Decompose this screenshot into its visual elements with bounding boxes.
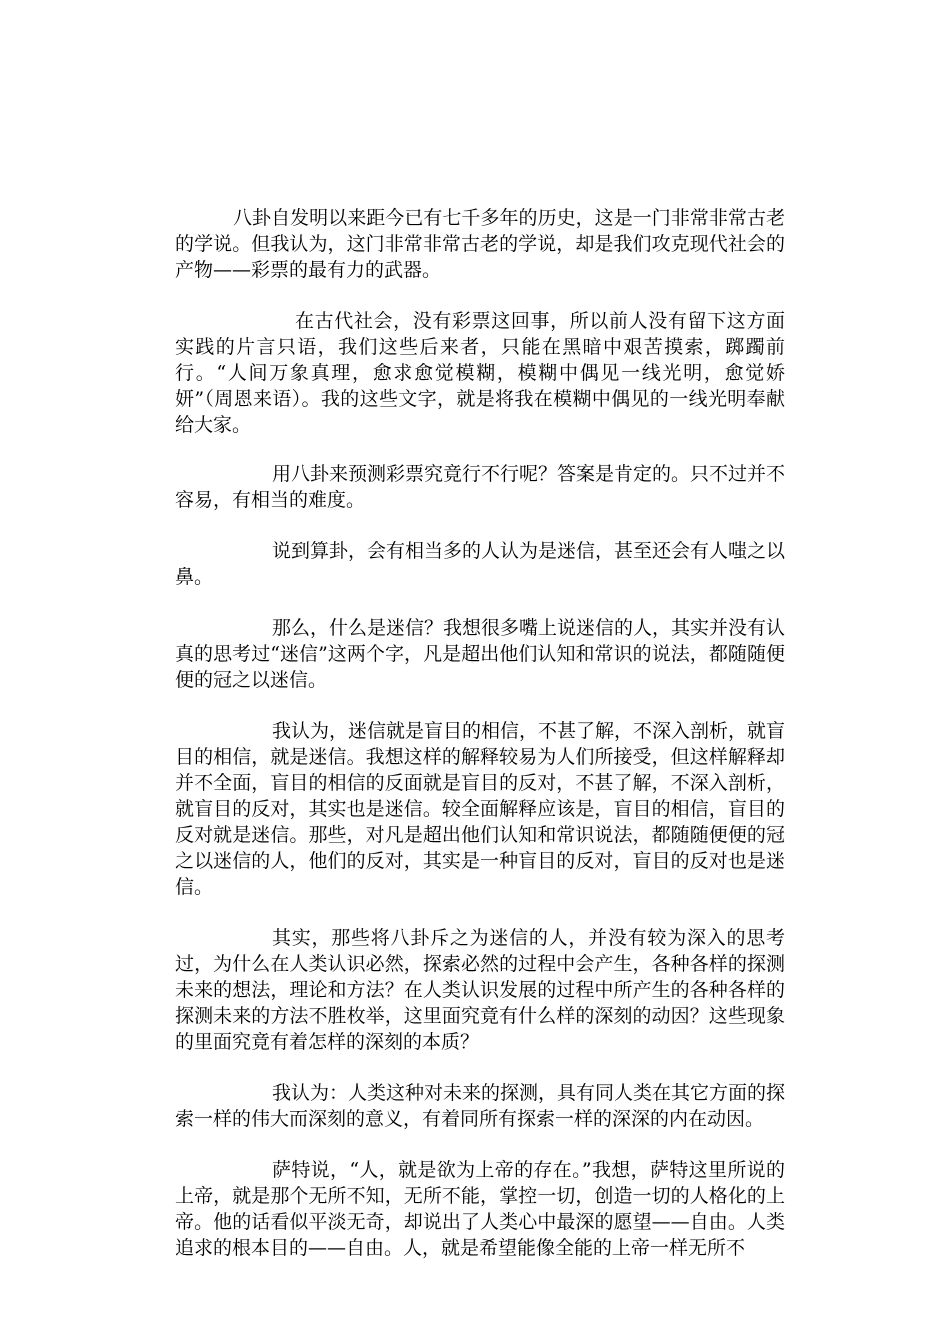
paragraph-3: 用八卦来预测彩票究竟行不行呢？答案是肯定的。只不过并不容易，有相当的难度。 (175, 463, 786, 511)
paragraph-7: 其实，那些将八卦斥之为迷信的人，并没有较为深入的思考过，为什么在人类认识必然，探索必然的过程中会产生，各种各样的探测未来的想法，理论和方法？在人类认识发展的过程中所产生的各种各样的探测未来的方法不胜枚举，这里面究竟有什么样的深刻的动因？这些现象的里面究竟有着怎样的深刻的本质？ (175, 927, 785, 1053)
paragraph-1: 八卦自发明以来距今已有七千多年的历史，这是一门非常非常古老的学说。但我认为，这门非常非常古老的学说，却是我们攻克现代社会的产物——彩票的最有力的武器。 (175, 207, 785, 281)
paragraph-5: 那么，什么是迷信？我想很多嘴上说迷信的人，其实并没有认真的思考过“迷信”这两个字，凡是超出他们认知和常识的说法，都随随便便的冠之以迷信。 (175, 617, 786, 691)
paragraph-4: 说到算卦，会有相当多的人认为是迷信，甚至还会有人嗤之以鼻。 (175, 540, 786, 588)
paragraph-9: 萨特说，“人，就是欲为上帝的存在。”我想，萨特这里所说的上帝，就是那个无所不知，无所不能，掌控一切，创造一切的人格化的上帝。他的话看似平淡无奇，却说出了人类心中最深的愿望——自由。人类追求的根本目的——自由。人，就是希望能像全能的上帝一样无所不 (175, 1159, 785, 1259)
document-body (175, 205, 785, 1261)
paragraph-8: 我认为：人类这种对未来的探测，具有同人类在其它方面的探索一样的伟大而深刻的意义，有着同所有探索一样的深深的内在动因。 (175, 1082, 786, 1130)
paragraph-6: 我认为，迷信就是盲目的相信，不甚了解，不深入剖析，就盲目的相信，就是迷信。我想这样的解释较易为人们所接受，但这样解释却并不全面，盲目的相信的反面就是盲目的反对，不甚了解，不深入剖析，就盲目的反对，其实也是迷信。较全面解释应该是，盲目的相信，盲目的反对就是迷信。那些，对凡是超出他们认知和常识说法，都随随便便的冠之以迷信的人，他们的反对，其实是一种盲目的反对，盲目的反对也是迷信。 (175, 720, 786, 898)
paragraph-2: 在古代社会，没有彩票这回事，所以前人没有留下这方面实践的片言只语，我们这些后来者，只能在黑暗中艰苦摸索，踯躅前行。“人间万象真理，愈求愈觉模糊，模糊中偶见一线光明，愈觉娇妍”（周恩来语）。我的这些文字，就是将我在模糊中偶见的一线光明奉献给大家。 (175, 310, 785, 436)
